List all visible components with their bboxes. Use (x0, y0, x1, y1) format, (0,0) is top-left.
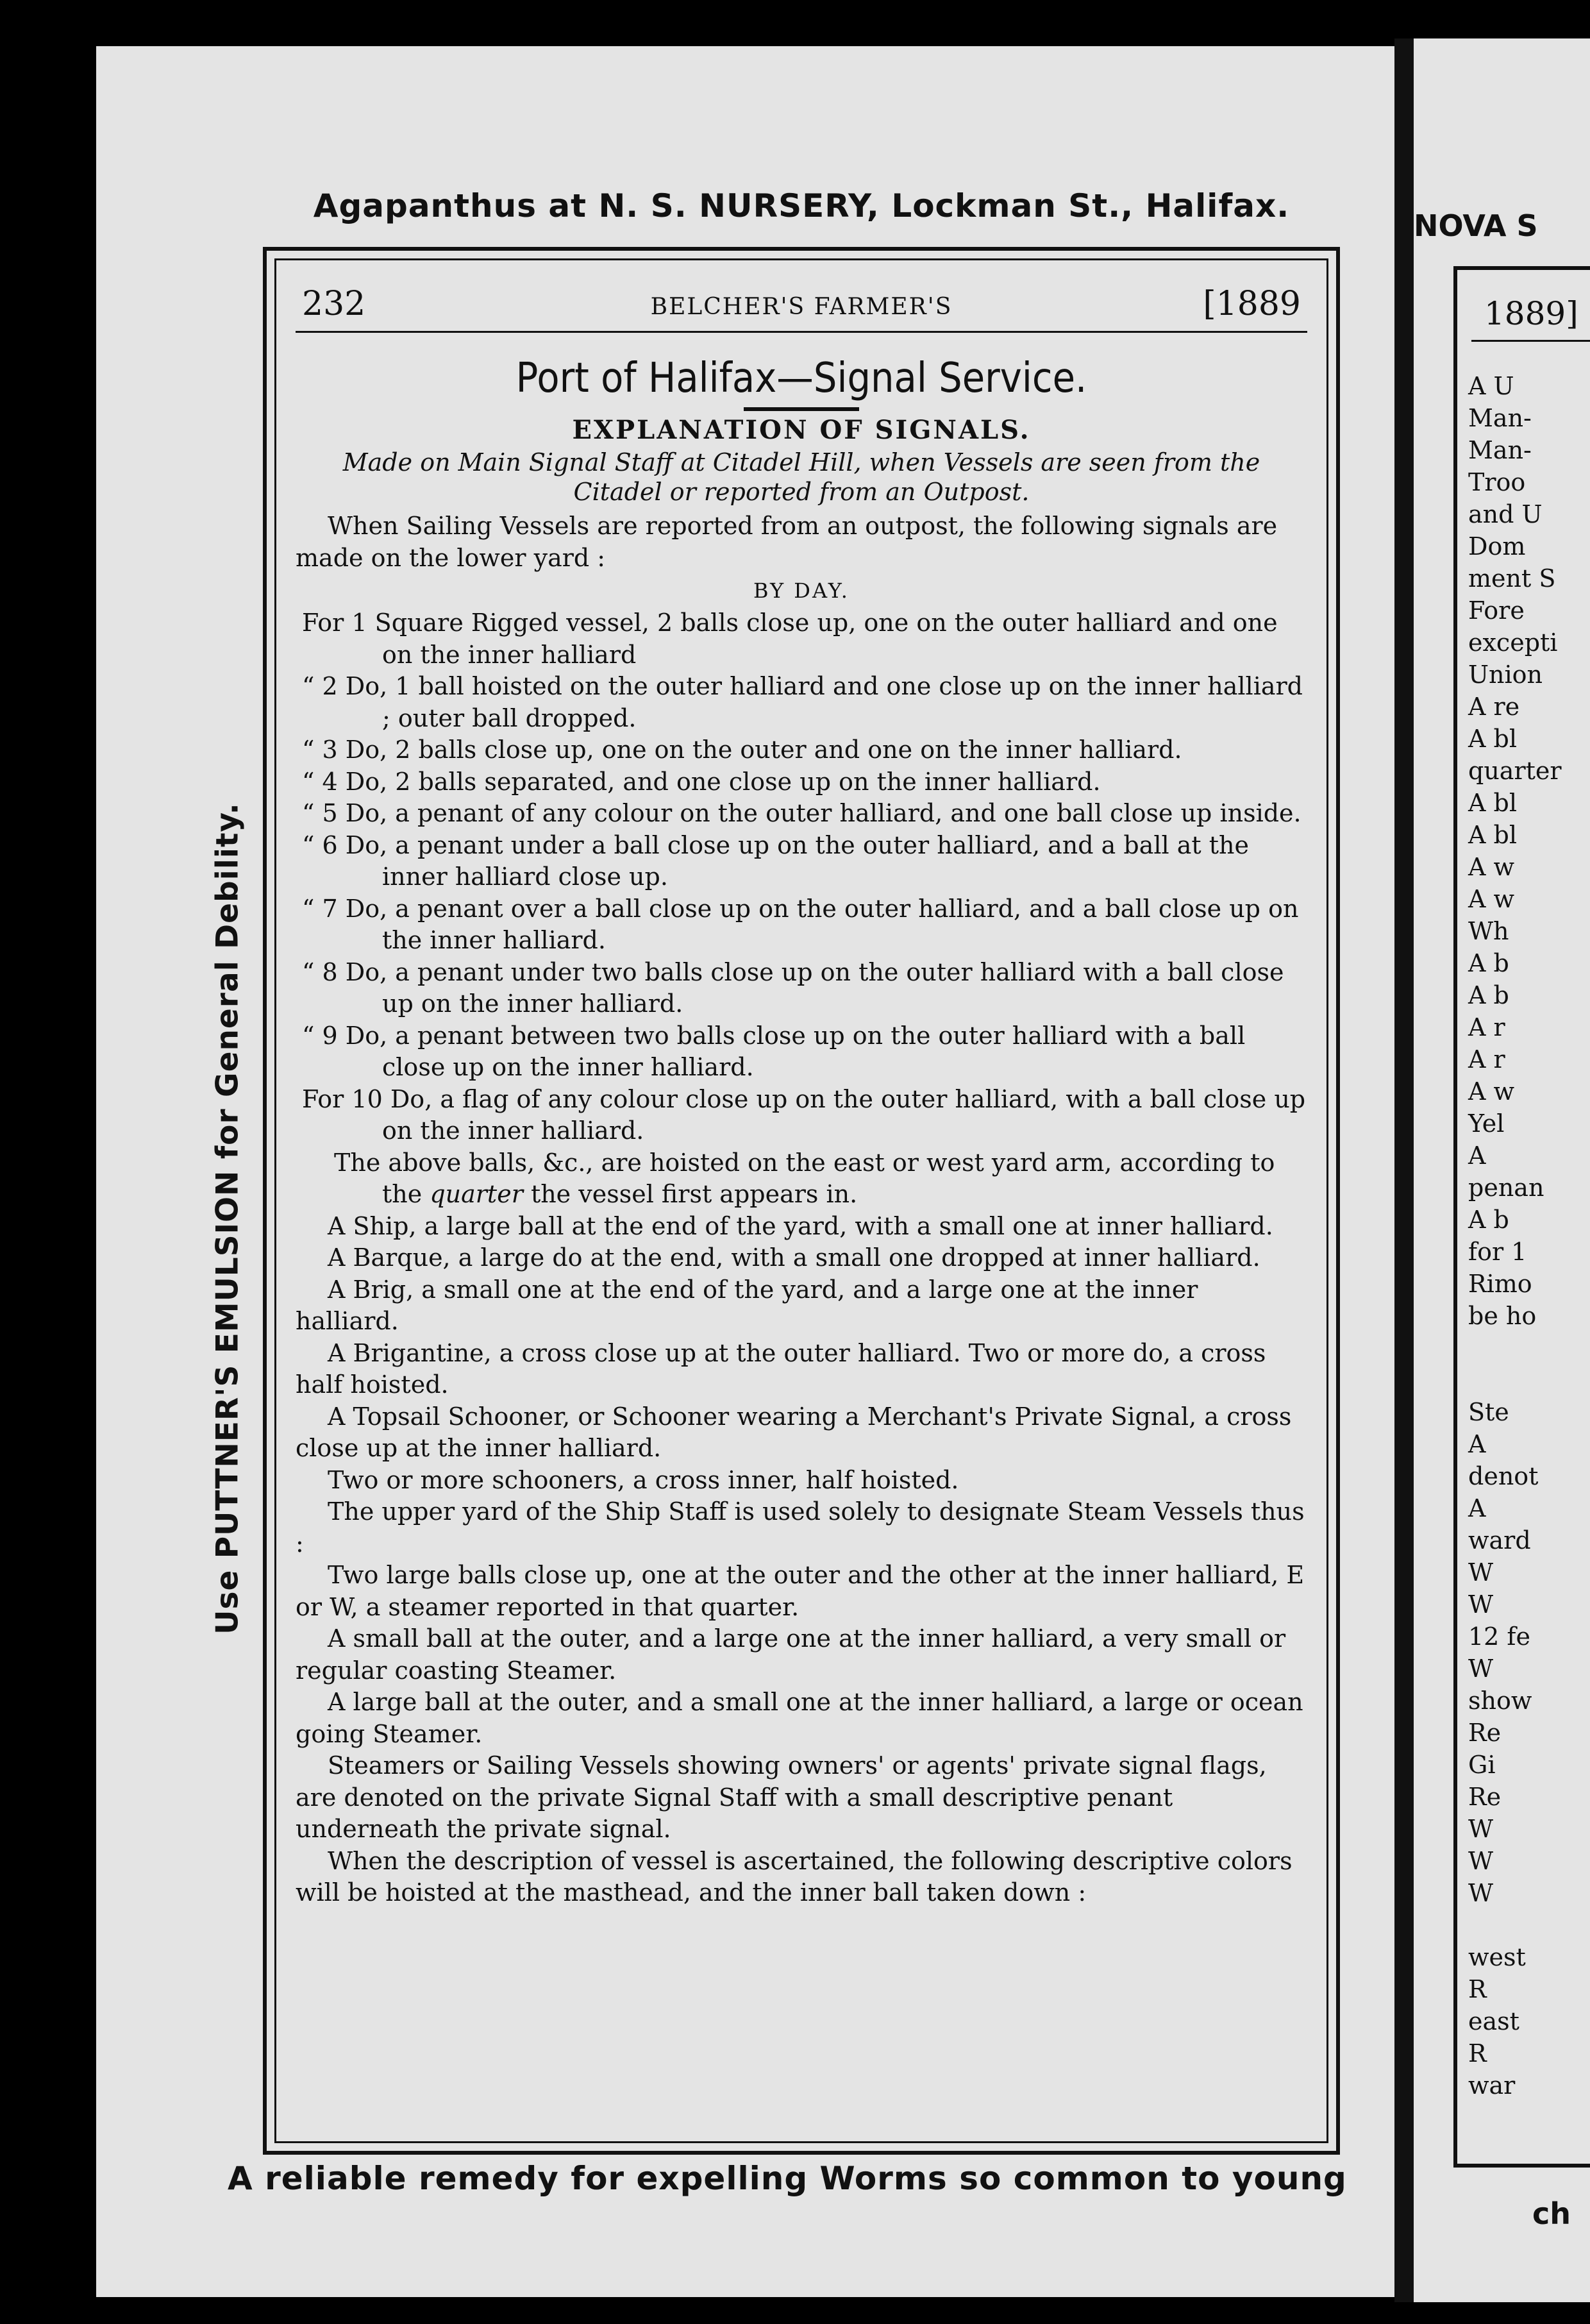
body-paragraph: The upper yard of the Ship Staff is used solely to designate Steam Vessels thus : (296, 1497, 1305, 1558)
right-page-line: Man- (1468, 404, 1532, 432)
right-page-line: show (1468, 1687, 1532, 1715)
top-advertisement: Agapanthus at N. S. NURSERY, Lockman St., Halifax. (313, 187, 1290, 224)
right-page-line: Re (1468, 1783, 1502, 1811)
quarter-note-start: The above balls, &c., are hoisted on the east or west yard arm, according to the (334, 1148, 1275, 1208)
right-page-line: A U (1468, 372, 1514, 400)
right-page-line: east (1468, 2007, 1519, 2035)
right-page-line: A w (1468, 885, 1515, 913)
right-page-line: A b (1468, 1206, 1509, 1234)
quarter-note-end: the vessel first appears in. (523, 1180, 858, 1208)
page-body (296, 510, 1307, 1909)
body-paragraph: Two or more schooners, a cross inner, half hoisted. (328, 1465, 959, 1494)
right-page-line: A bl (1468, 725, 1517, 753)
right-page-line: Ste (1468, 1398, 1509, 1426)
page-year: [1889 (1203, 285, 1301, 323)
right-page-line: W (1468, 1558, 1494, 1587)
body-paragraph: A Topsail Schooner, or Schooner wearing a Merchant's Private Signal, a cross close up at the inner halliard. (296, 1402, 1292, 1462)
right-page-line: A bl (1468, 821, 1517, 849)
right-page-header: NOVA S (1414, 208, 1538, 243)
signal-item: “ 8 Do, a penant under two balls close up on the outer halliard with a ball close up on the inner halliard. (302, 957, 1284, 1018)
right-page-line: Wh (1468, 917, 1509, 945)
intro-text: Made on Main Signal Staff at Citadel Hill, when Vessels are seen from the Citadel or reported from an Outpost. (342, 448, 1260, 506)
right-page-line: W (1468, 1655, 1494, 1683)
right-page-line: Yel (1468, 1109, 1505, 1138)
body-paragraph: A large ball at the outer, and a small one at the inner halliard, a large or ocean going Steamer. (296, 1688, 1303, 1748)
right-page-line: penan (1468, 1174, 1544, 1202)
book-gutter (1394, 38, 1414, 2302)
right-page-line: R (1468, 1975, 1487, 2003)
right-page-fragment (1414, 38, 1590, 2302)
running-head (296, 273, 1307, 333)
right-page-line: Dom (1468, 532, 1526, 560)
right-page-line: W (1468, 1590, 1494, 1619)
right-page-footer: ch (1532, 2196, 1571, 2231)
page-frame (263, 247, 1340, 2155)
signal-item: “ 2 Do, 1 ball hoisted on the outer halliard and one close up on the inner halliard ; outer ball dropped. (302, 672, 1303, 732)
right-page-line: quarter (1468, 757, 1562, 785)
signal-item: “ 7 Do, a penant over a ball close up on the outer halliard, and a ball close up on the inner halliard. (302, 894, 1299, 954)
right-page-line: excepti (1468, 628, 1558, 657)
right-page-line: west (1468, 1943, 1526, 1971)
right-page-line: ward (1468, 1526, 1531, 1554)
right-page-line: Gi (1468, 1751, 1496, 1779)
right-page-line: Man- (1468, 436, 1532, 464)
quarter-note (296, 1147, 1307, 1211)
right-page-line: 12 fe (1468, 1622, 1530, 1651)
signal-item: “ 5 Do, a penant of any colour on the outer halliard, and one ball close up inside. (302, 799, 1301, 827)
signal-item: “ 4 Do, 2 balls separated, and one close up on the inner halliard. (302, 767, 1101, 796)
right-page-line: A re (1468, 693, 1520, 721)
body-paragraph: A small ball at the outer, and a large one at the inner halliard, a very small or regular coasting Steamer. (296, 1624, 1286, 1685)
by-day-heading: BY DAY. (753, 578, 849, 603)
right-page-rule (1471, 340, 1590, 342)
right-page-line (1468, 1334, 1562, 1366)
right-page-line: for 1 (1468, 1238, 1527, 1266)
body-paragraph: Two large balls close up, one at the outer and the other at the inner halliard, E or W, a steamer reported in that quarter. (296, 1561, 1305, 1621)
side-advertisement: Use PUTTNER'S EMULSION for General Debility. (210, 802, 246, 1635)
right-page-line: Fore (1468, 596, 1525, 625)
right-page-line: A r (1468, 1013, 1505, 1041)
right-page-line: A (1468, 1141, 1486, 1170)
lead-paragraph: When Sailing Vessels are reported from an outpost, the following signals are made on the lower yard : (296, 512, 1278, 572)
right-page-line: and U (1468, 500, 1543, 528)
right-page-line: A w (1468, 1077, 1515, 1106)
running-title: BELCHER'S FARMER'S (650, 294, 953, 320)
bottom-advertisement: A reliable remedy for expelling Worms so common to young (228, 2160, 1347, 2197)
body-paragraph: A Brigantine, a cross close up at the outer halliard. Two or more do, a cross half hoisted. (296, 1338, 1266, 1399)
page-number: 232 (302, 285, 366, 323)
right-page-line: be ho (1468, 1302, 1537, 1330)
body-paragraph: When the description of vessel is ascertained, the following descriptive colors will be hoisted at the masthead, and the inner ball taken down : (296, 1846, 1293, 1907)
right-page-line: A bl (1468, 789, 1517, 817)
signal-item: “ 9 Do, a penant between two balls close up on the outer halliard with a ball close up on the inner halliard. (302, 1021, 1246, 1081)
right-page-line (1468, 1911, 1562, 1943)
right-page-line: W (1468, 1815, 1494, 1843)
signal-item: “ 6 Do, a penant under a ball close up on the outer halliard, and a ball at the inner halliard close up. (302, 830, 1249, 891)
section-subtitle: EXPLANATION OF SIGNALS. (572, 415, 1031, 445)
body-paragraph: A Brig, a small one at the end of the yard, and a large one at the inner halliard. (296, 1275, 1198, 1335)
right-page-line: war (1468, 2071, 1516, 2100)
signal-item: “ 3 Do, 2 balls close up, one on the outer and one on the inner halliard. (302, 736, 1182, 764)
right-page-line: Union (1468, 661, 1543, 689)
signal-item: For 1 Square Rigged vessel, 2 balls close up, one on the outer halliard and one on the inner halliard (302, 609, 1278, 669)
right-page-line: A (1468, 1494, 1486, 1522)
right-page-line: A r (1468, 1045, 1505, 1074)
quarter-note-italic: quarter (430, 1180, 523, 1208)
right-page-line: W (1468, 1879, 1494, 1907)
right-page-line: R (1468, 2039, 1487, 2067)
page-content (296, 273, 1307, 1909)
right-page-line: ment S (1468, 564, 1556, 593)
right-page-line: W (1468, 1847, 1494, 1875)
right-page-line: Re (1468, 1719, 1502, 1747)
right-page-lines (1468, 372, 1562, 2103)
right-page-line: Troo (1468, 468, 1526, 496)
right-page-line: A b (1468, 981, 1509, 1009)
right-page-line: Rimo (1468, 1270, 1532, 1298)
right-page-line: A b (1468, 949, 1509, 977)
page-title: Port of Halifax—Signal Service. (515, 355, 1087, 402)
body-paragraph: A Barque, a large do at the end, with a small one dropped at inner halliard. (328, 1243, 1260, 1272)
right-page-year: 1889] (1484, 295, 1578, 332)
title-rule (744, 407, 859, 411)
right-page-line: denot (1468, 1462, 1539, 1490)
right-page-line: A w (1468, 853, 1515, 881)
body-paragraph: A Ship, a large ball at the end of the yard, with a small one at inner halliard. (328, 1211, 1273, 1240)
signal-item: For 10 Do, a flag of any colour close up on the outer halliard, with a ball close up on the inner halliard. (302, 1084, 1306, 1145)
right-page-line: A (1468, 1430, 1486, 1458)
page-frame-inner (274, 258, 1328, 2143)
body-paragraph: Steamers or Sailing Vessels showing owners' or agents' private signal flags, are denoted on the private Signal Staff with a small descriptive penant underneath the private signal. (296, 1751, 1267, 1843)
right-page-line (1468, 1366, 1562, 1398)
